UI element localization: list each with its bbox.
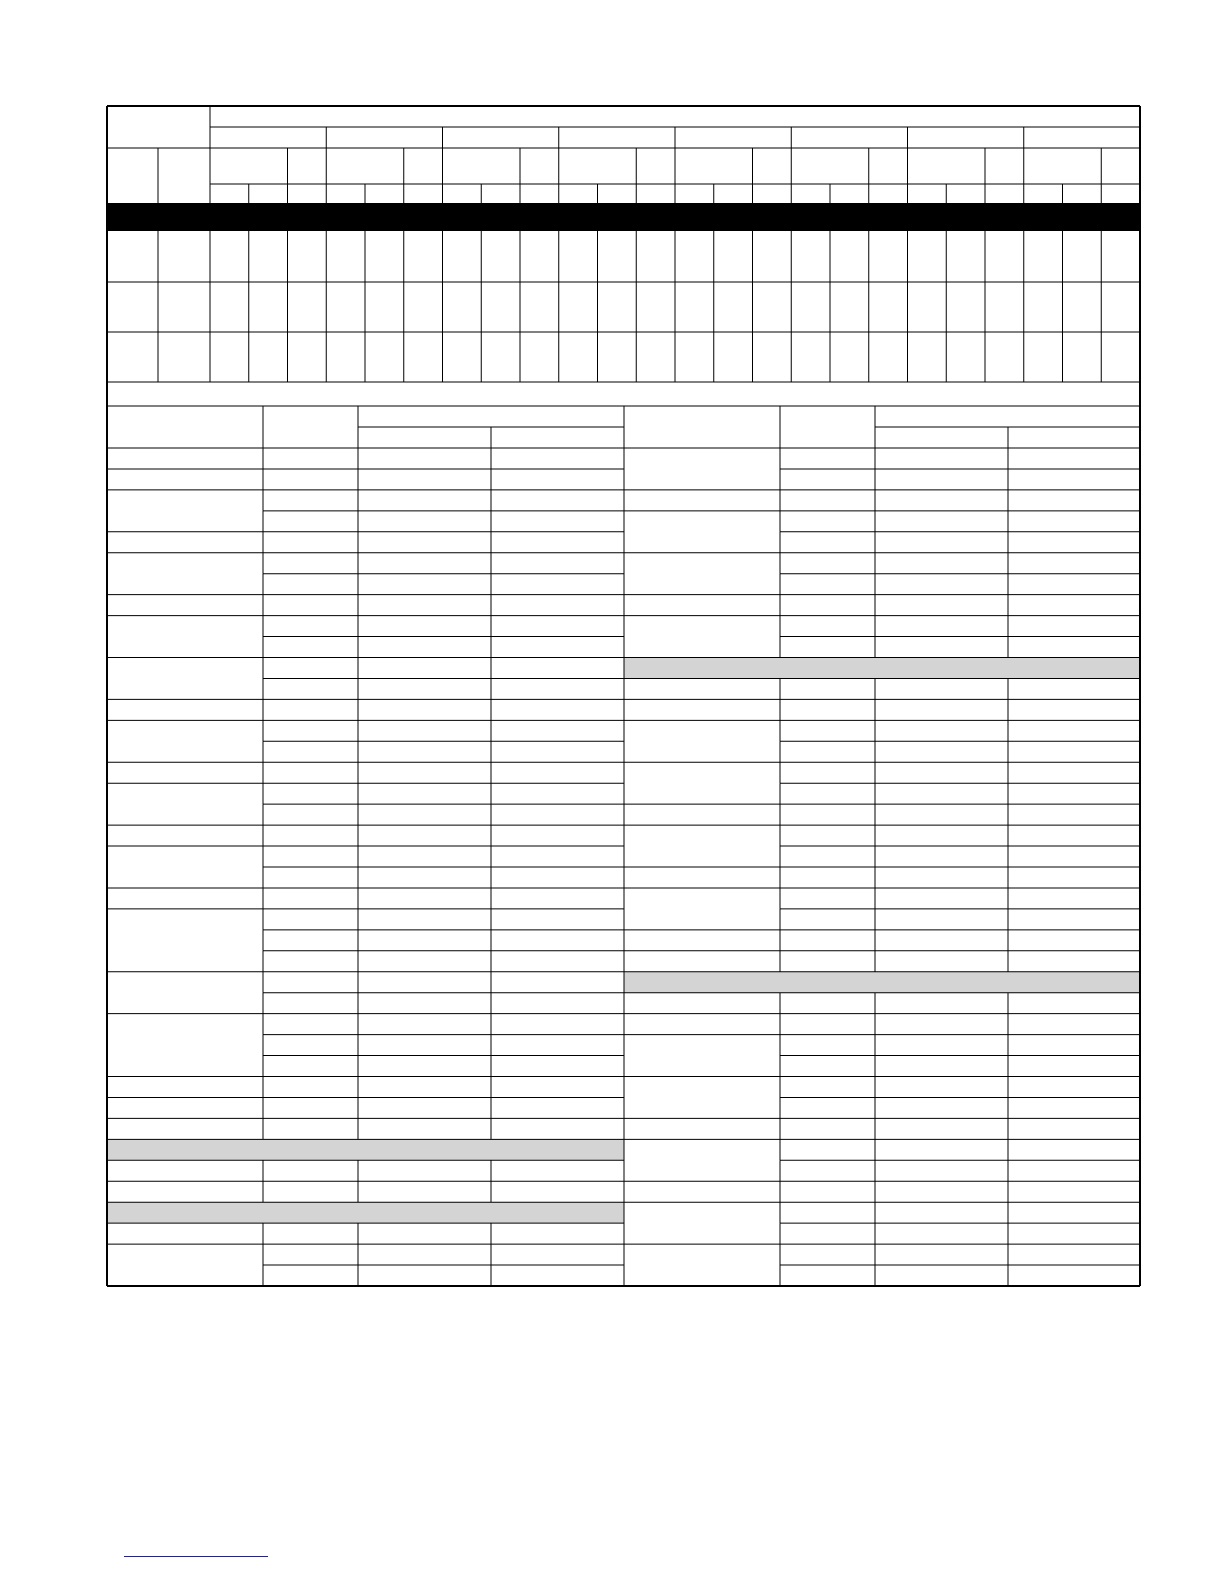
shaded-section-band (107, 1139, 624, 1160)
footer-link[interactable] (124, 1556, 268, 1557)
shaded-section-band (624, 972, 1140, 993)
header-band (107, 203, 1140, 231)
shaded-section-band (624, 658, 1140, 679)
shaded-section-band (107, 1202, 624, 1223)
